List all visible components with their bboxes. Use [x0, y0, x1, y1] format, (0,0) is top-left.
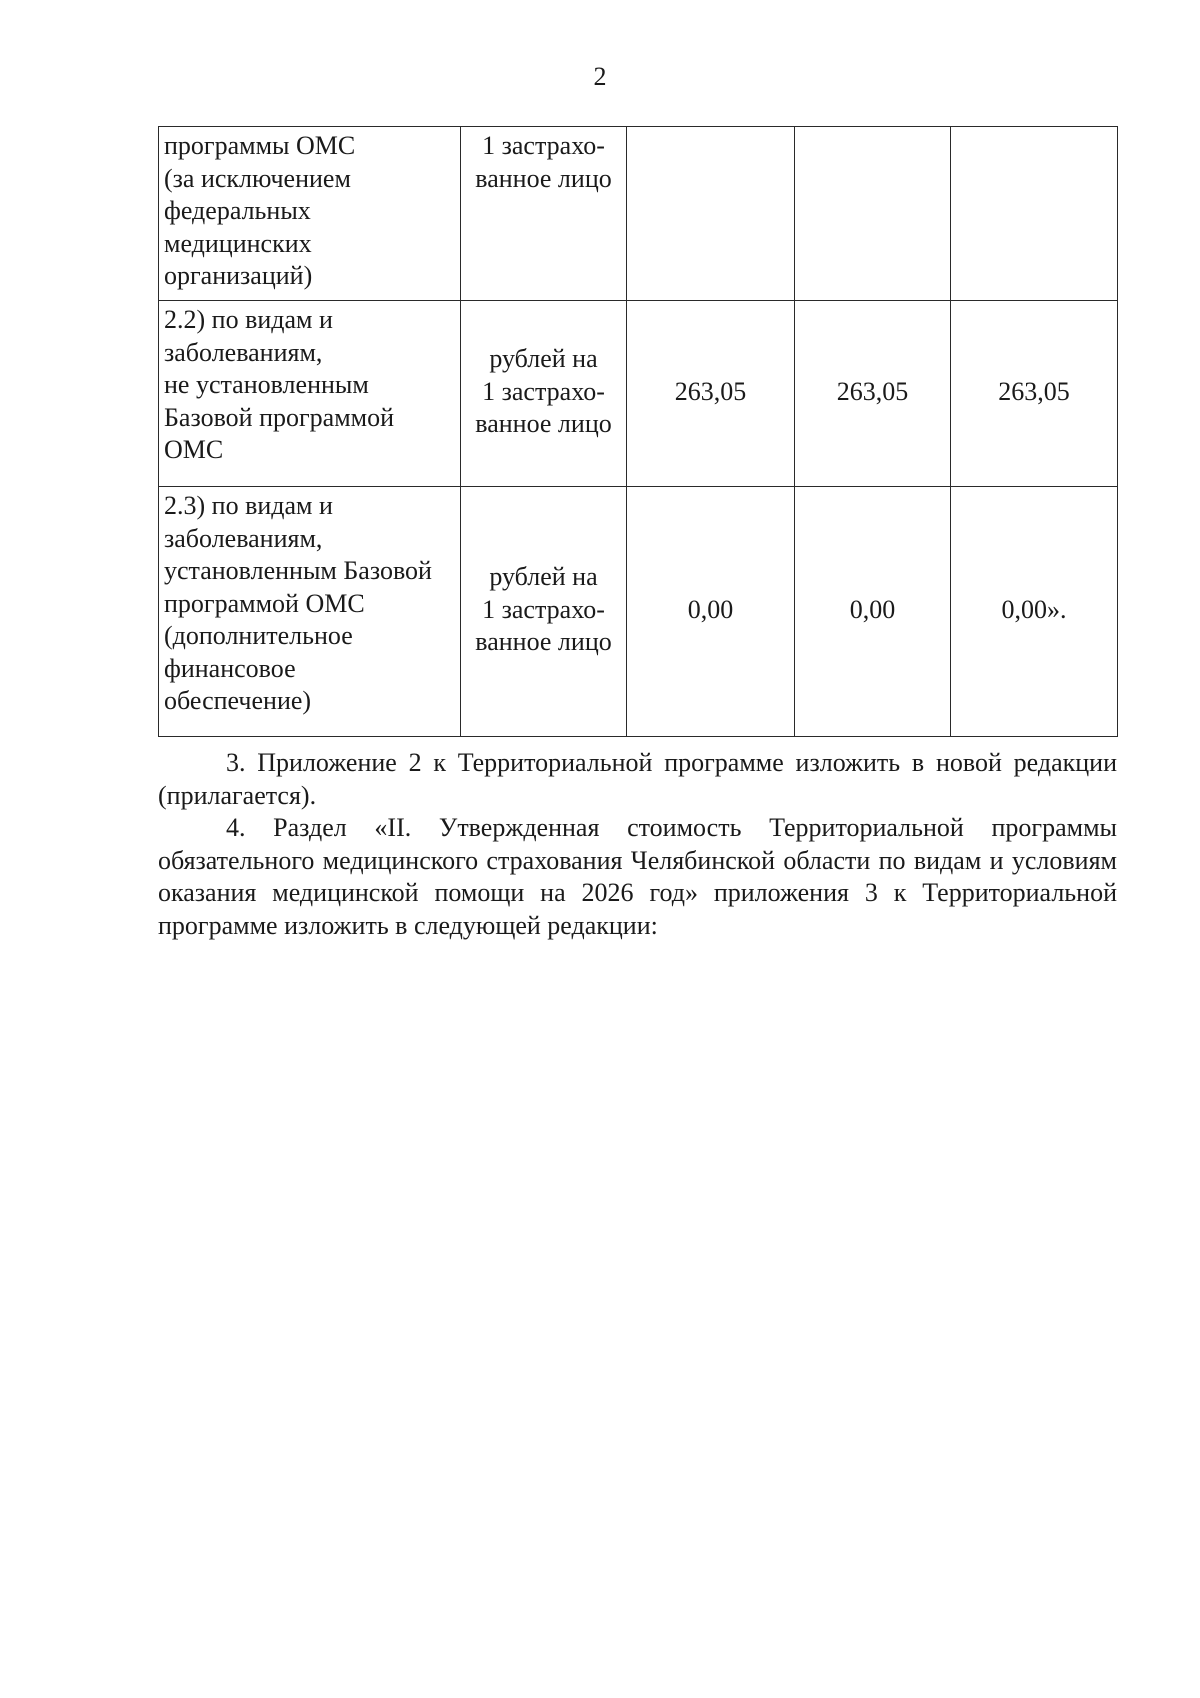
paragraph-item-4: 4. Раздел «II. Утвержденная стоимость Территориальной программы обязательного медицинского страхования Челябинской области по видам и условиям оказания медицинской помощи на 2026 год» приложения 3 к Территориальной программе изложить в следующей редакции: [158, 813, 1117, 940]
row-value-cell [795, 127, 951, 301]
row-value-cell: 263,05 [627, 301, 795, 487]
table-row [159, 127, 1118, 301]
row-value-cell: 0,00 [627, 487, 795, 737]
body-text [158, 747, 1117, 942]
row-name-cell: 2.2) по видам и заболеваниям, не установленным Базовой программой ОМС [159, 301, 461, 487]
row-unit-cell: 1 застрахо- ванное лицо [461, 127, 627, 301]
table-row [159, 301, 1118, 487]
row-name-cell: 2.3) по видам и заболеваниям, установленным Базовой программой ОМС (дополнительное финансовое обеспечение) [159, 487, 461, 737]
row-value-cell: 0,00 [795, 487, 951, 737]
financing-table [158, 126, 1118, 737]
row-value-cell [951, 127, 1118, 301]
table-row [159, 487, 1118, 737]
row-unit-cell: рублей на 1 застрахо- ванное лицо [461, 301, 627, 487]
row-value-cell: 0,00». [951, 487, 1118, 737]
page-number: 2 [593, 62, 607, 91]
row-unit-cell: рублей на 1 застрахо- ванное лицо [461, 487, 627, 737]
row-name-cell: программы ОМС (за исключением федеральных медицинских организаций) [159, 127, 461, 301]
row-value-cell [627, 127, 795, 301]
paragraph-item-3: 3. Приложение 2 к Территориальной программе изложить в новой редакции (прилагается). [158, 748, 1117, 810]
row-value-cell: 263,05 [951, 301, 1118, 487]
row-value-cell: 263,05 [795, 301, 951, 487]
